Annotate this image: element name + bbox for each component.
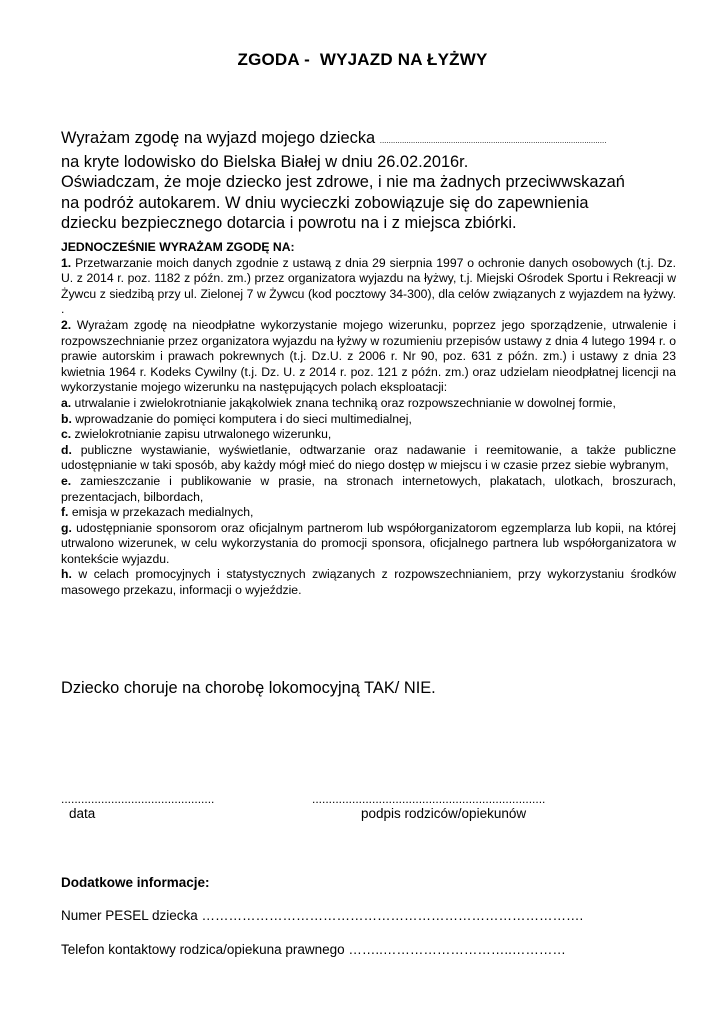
intro-line-1 — [61, 128, 661, 152]
field-item-text: zwielokrotnianie zapisu utrwalonego wizerunku, — [71, 427, 332, 442]
child-name-dotted-line: ...................................................................................................... — [379, 136, 607, 145]
consent-point-1-number: 1. — [61, 255, 72, 270]
intro-line-1-text: Wyrażam zgodę na wyjazd mojego dziecka — [61, 129, 380, 147]
field-item-letter: h. — [61, 567, 72, 582]
field-item-letter: a. — [61, 395, 72, 410]
field-item-letter: e. — [61, 473, 72, 488]
additional-info-heading: Dodatkowe informacje: — [61, 875, 210, 890]
field-item-a — [61, 396, 676, 412]
consent-point-2-text: Wyrażam zgodę na nieodpłatne wykorzystanie mojego wizerunku, poprzez jego sporządzenie, utrwalenie i rozpowszechnianie przez organizatora wyjazdu na łyżwy w rozumieniu przepisów ustawy z dnia 4 lutego 1994 r. o prawie autorskim i prawach pokrewnych (t.j. Dz.U. z 2006 r. Nr 90, poz. 631 z późn. zm.) i ustawy z dnia 23 kwietnia 1964 r. Kodeks Cywilny (t.j. Dz. U. z 2014 r. poz. 121 z późn. zm.) oraz udzielam nieodpłatnej licencji na wykorzystanie mojego wizerunku na następujących polach eksploatacji: — [61, 317, 676, 395]
field-item-f — [61, 505, 676, 521]
field-item-text: wprowadzanie do pomięci komputera i do sieci multimedialnej, — [71, 411, 412, 426]
consent-section — [61, 240, 676, 599]
field-item-text: w celach promocyjnych i statystycznych związanych z rozpowszechnianiem, przy wykorzystaniu środków masowego przekazu, informacji o wyjeździe. — [61, 567, 676, 598]
intro-line-2: na kryte lodowisko do Bielska Białej w dniu 26.02.2016r. — [61, 152, 469, 171]
field-item-letter: c. — [61, 427, 72, 442]
date-dotted-line: .............................................. — [61, 792, 215, 806]
field-item-h — [61, 567, 676, 598]
consent-point-2 — [61, 318, 676, 396]
consent-point-1 — [61, 256, 676, 318]
pesel-field: Numer PESEL dziecka …………………………………………………………………………. — [61, 908, 584, 923]
phone-field: Telefon kontaktowy rodzica/opiekuna prawnego ……..………………………..………… — [61, 942, 566, 957]
intro-paragraph — [61, 128, 661, 234]
parent-signature-dotted-line: ...................................................................... — [312, 792, 546, 806]
intro-line-4: na podróż autokarem. W dniu wycieczki zobowiązuje się do zapewnienia — [61, 193, 589, 212]
field-item-g — [61, 521, 676, 568]
field-item-letter: b. — [61, 411, 72, 426]
field-item-letter: d. — [61, 442, 72, 457]
travel-sickness-question: Dziecko choruje na chorobę lokomocyjną TAK/ NIE. — [61, 679, 436, 697]
field-item-text: publiczne wystawianie, wyświetlanie, odtwarzanie oraz nadawanie i reemitowanie, a także publiczne udostępnianie w taki sposób, aby każdy mógł mieć do niego dostęp w miejscu i w czasie przez siebie wybranym, — [61, 442, 676, 473]
consent-point-2-number: 2. — [61, 317, 72, 332]
consent-heading: JEDNOCZEŚNIE WYRAŻAM ZGODĘ NA: — [61, 240, 295, 254]
intro-line-5: dziecku bezpiecznego dotarcia i powrotu na i z miejsca zbiórki. — [61, 214, 517, 232]
intro-line-3: Oświadczam, że moje dziecko jest zdrowe, i nie ma żadnych przeciwwskazań — [61, 173, 625, 191]
consent-point-1-text: Przetwarzanie moich danych zgodnie z ustawą z dnia 29 sierpnia 1997 o ochronie danych osobowych (t.j. Dz. U. z 2014 r. poz. 1182 z późn. zm.) przez organizatora wyjazdu na łyżwy, t.j. Miejski Ośrodek Sportu i Rekreacji w Żywcu z siedzibą przy ul. Zielonej 7 w Żywcu (kod pocztowy 34-300), dla celów związanych z wyjazdem na łyżwy. . — [61, 255, 676, 317]
field-item-b — [61, 412, 676, 428]
field-item-c — [61, 427, 676, 443]
field-item-text: zamieszczanie i publikowanie w prasie, na stronach internetowych, plakatach, ulotkach, broszurach, prezentacjach, bilbordach, — [61, 473, 676, 504]
date-label: data — [69, 806, 96, 821]
field-item-letter: f. — [61, 505, 69, 520]
field-item-letter: g. — [61, 520, 72, 535]
field-item-text: utrwalanie i zwielokrotnianie jakąkolwiek znana techniką oraz rozpowszechnianie w dowolnej formie, — [71, 395, 616, 410]
field-item-text: udostępnianie sponsorom oraz oficjalnym partnerom lub współorganizatorom egzemplarza lub kopii, na której utrwalono wizerunek, w celu wykorzystania do promocji sponsora, oficjalnego partnera lub współorganizatora w kontekście wyjazdu. — [61, 520, 676, 566]
field-item-d — [61, 443, 676, 474]
parent-signature-label: podpis rodziców/opiekunów — [361, 806, 527, 821]
field-item-e — [61, 474, 676, 505]
field-item-text: emisja w przekazach medialnych, — [68, 505, 254, 520]
document-title: ZGODA - WYJAZD NA ŁYŻWY — [237, 50, 488, 69]
